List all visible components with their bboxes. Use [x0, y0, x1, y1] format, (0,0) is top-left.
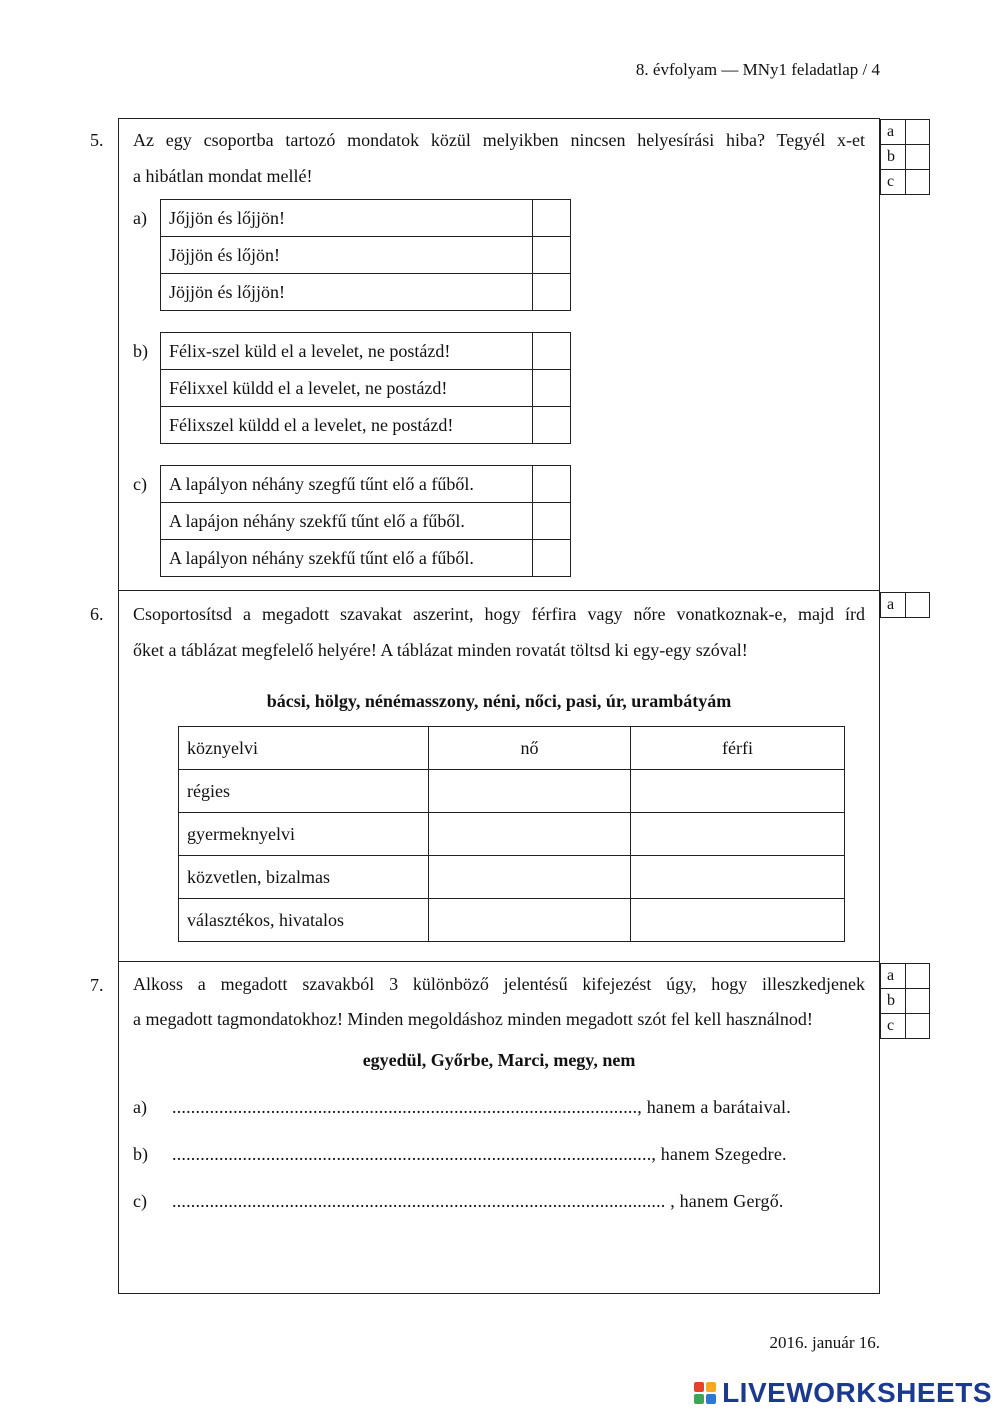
table-header-cell: köznyelvi — [179, 727, 429, 770]
word-bank: egyedül, Győrbe, Marci, megy, nem — [362, 1050, 636, 1070]
score-field-c[interactable] — [906, 170, 930, 195]
question-5-number: 5. — [90, 130, 104, 150]
question-7-line-1: Alkoss a megadott szavakból 3 különböző jelentésű kifejezést úgy, hogy illeszkedjenek — [133, 974, 865, 994]
option-group-c — [160, 465, 571, 577]
answer-checkbox[interactable] — [533, 237, 571, 274]
logo-square — [694, 1382, 704, 1392]
score-label: a — [881, 593, 906, 618]
option-group-b — [160, 332, 571, 444]
question-6-text — [133, 596, 865, 668]
sentence: A lapályon néhány szegfű tűnt elő a fűből. — [161, 466, 533, 503]
table-header-cell: férfi — [631, 727, 845, 770]
liveworksheets-logo-icon — [694, 1382, 716, 1404]
section-divider — [118, 590, 880, 591]
table-header-cell: nő — [429, 727, 631, 770]
score-label: c — [881, 170, 906, 195]
answer-cell[interactable] — [631, 899, 845, 942]
answer-cell[interactable] — [631, 856, 845, 899]
question-5-score-box — [880, 119, 930, 195]
brand-name: LIVEWORKSHEETS — [722, 1377, 992, 1408]
question-5-text — [133, 122, 865, 194]
question-5-line-2: a hibátlan mondat mellé! — [133, 166, 313, 186]
classification-table — [178, 726, 845, 942]
sentence: Félix-szel küld el a levelet, ne postázd! — [161, 333, 533, 370]
table-row-label: régies — [179, 770, 429, 813]
answer-cell[interactable] — [429, 770, 631, 813]
sentence: Félixxel küldd el a levelet, ne postázd! — [161, 370, 533, 407]
fill-in-line[interactable]: ......................................................................................................, hanem Szegedre. — [172, 1144, 787, 1164]
option-group-label: a) — [133, 208, 147, 228]
answer-checkbox[interactable] — [533, 466, 571, 503]
score-field-b[interactable] — [906, 989, 930, 1014]
sentence: Jöjjön és lőjön! — [161, 237, 533, 274]
answer-cell[interactable] — [631, 813, 845, 856]
question-6-score-box — [880, 592, 930, 618]
answer-cell[interactable] — [429, 856, 631, 899]
option-group-a — [160, 199, 571, 311]
table-row-label: gyermeknyelvi — [179, 813, 429, 856]
answer-checkbox[interactable] — [533, 200, 571, 237]
question-6-line-2: őket a táblázat megfelelő helyére! A táblázat minden rovatát töltsd ki egy-egy szóval! — [133, 640, 748, 660]
score-label: b — [881, 989, 906, 1014]
section-divider — [118, 961, 880, 962]
score-field-a[interactable] — [906, 593, 930, 618]
item-label: c) — [133, 1191, 147, 1211]
score-label: a — [881, 964, 906, 989]
answer-cell[interactable] — [631, 770, 845, 813]
table-row-label: választékos, hivatalos — [179, 899, 429, 942]
answer-checkbox[interactable] — [533, 503, 571, 540]
answer-cell[interactable] — [429, 899, 631, 942]
score-field-a[interactable] — [906, 120, 930, 145]
fill-in-line[interactable]: ..................................................................................................., hanem a barátaival. — [172, 1097, 791, 1117]
logo-square — [694, 1394, 704, 1404]
score-label: b — [881, 145, 906, 170]
question-7-line-2: a megadott tagmondatokhoz! Minden megoldáshoz minden megadott szót fel kell használnod! — [133, 1009, 813, 1029]
score-field-c[interactable] — [906, 1014, 930, 1039]
sentence: Félixszel küldd el a levelet, ne postázd! — [161, 407, 533, 444]
liveworksheets-brand[interactable] — [694, 1377, 992, 1409]
answer-cell[interactable] — [429, 813, 631, 856]
item-label: b) — [133, 1144, 148, 1164]
logo-square — [706, 1382, 716, 1392]
question-5-line-1: Az egy csoportba tartozó mondatok közül melyikben nincsen helyesírási hiba? Tegyél x-et — [133, 130, 865, 150]
word-bank: bácsi, hölgy, nénémasszony, néni, nőci, pasi, úr, urambátyám — [266, 691, 732, 711]
sentence: A lapályon néhány szekfű tűnt elő a fűből. — [161, 540, 533, 577]
page-header: 8. évfolyam — MNy1 feladatlap / 4 — [635, 60, 880, 79]
option-group-label: c) — [133, 474, 147, 494]
score-label: c — [881, 1014, 906, 1039]
question-7-score-box — [880, 963, 930, 1039]
question-6-number: 6. — [90, 604, 104, 624]
item-label: a) — [133, 1097, 147, 1117]
answer-checkbox[interactable] — [533, 407, 571, 444]
score-field-a[interactable] — [906, 964, 930, 989]
option-group-label: b) — [133, 341, 148, 361]
table-row-label: közvetlen, bizalmas — [179, 856, 429, 899]
fill-in-line[interactable]: ......................................................................................................... , hanem Gergő. — [172, 1191, 784, 1211]
answer-checkbox[interactable] — [533, 540, 571, 577]
question-7-text — [133, 967, 865, 1037]
sentence: Jöjjön és lőjjön! — [161, 274, 533, 311]
sentence: A lapájon néhány szekfű tűnt elő a fűből. — [161, 503, 533, 540]
score-label: a — [881, 120, 906, 145]
answer-checkbox[interactable] — [533, 274, 571, 311]
page-footer-date: 2016. január 16. — [769, 1333, 880, 1352]
sentence: Jőjjön és lőjjön! — [161, 200, 533, 237]
answer-checkbox[interactable] — [533, 370, 571, 407]
score-field-b[interactable] — [906, 145, 930, 170]
question-7-number: 7. — [90, 975, 104, 995]
logo-square — [706, 1394, 716, 1404]
answer-checkbox[interactable] — [533, 333, 571, 370]
question-6-line-1: Csoportosítsd a megadott szavakat aszerint, hogy férfira vagy nőre vonatkoznak-e, majd írd — [133, 604, 865, 624]
